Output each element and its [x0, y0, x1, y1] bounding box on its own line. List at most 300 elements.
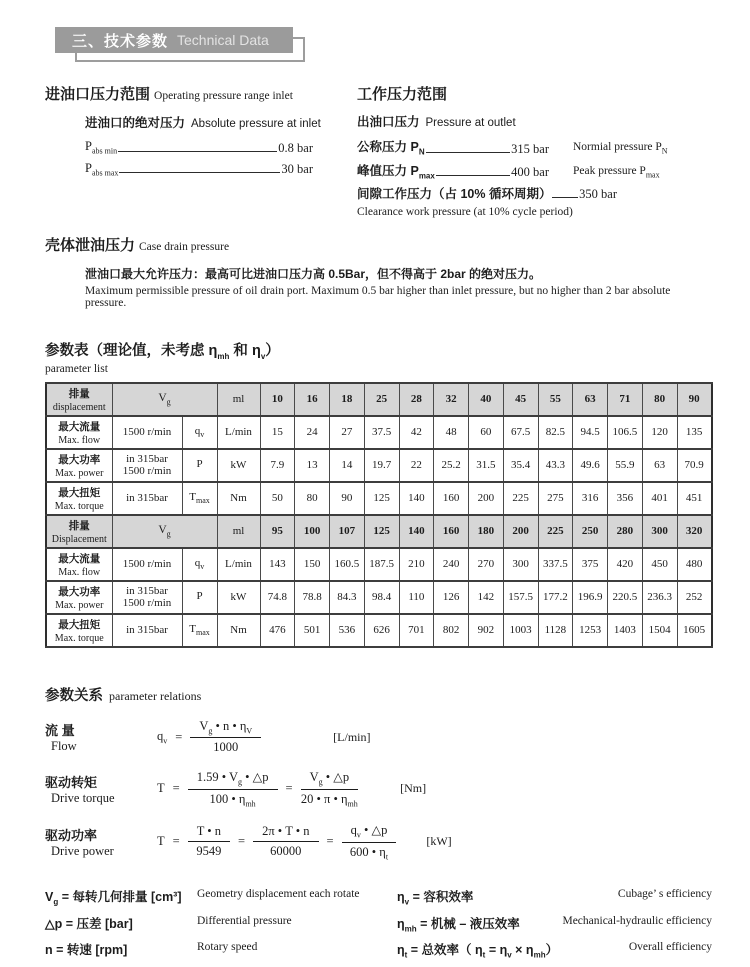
- parameter-table-subtitle: parameter list: [45, 362, 108, 375]
- subscript: g: [53, 897, 59, 907]
- parameter-value: 80: [295, 482, 330, 515]
- parameter-value: 50: [260, 482, 295, 515]
- parameter-value: 1003: [503, 614, 538, 647]
- displacement-size-value: 40: [469, 383, 504, 416]
- parameter-value: 240: [434, 548, 469, 581]
- condition-line1: 1500 r/min: [122, 426, 172, 439]
- subscript: g: [318, 777, 323, 787]
- legend-left-column: [45, 887, 397, 967]
- inlet-subtitle: [85, 113, 357, 131]
- subscript: mh: [404, 924, 417, 934]
- row-label-zh: 最大扭矩: [58, 618, 101, 631]
- symbol-cell: [182, 581, 217, 614]
- parameter-data-row: [46, 548, 712, 581]
- displacement-size-value: 10: [260, 383, 295, 416]
- parameter-value: 160: [434, 482, 469, 515]
- displacement-size-value: 63: [573, 383, 608, 416]
- condition-cell: [112, 416, 182, 449]
- leader-line: [118, 151, 277, 152]
- inlet-pressure-section: [45, 83, 357, 218]
- subscript: abs max: [91, 168, 119, 177]
- parameter-value: 126: [434, 581, 469, 614]
- vg-symbol-cell: [112, 515, 217, 548]
- parameter-value: 1403: [608, 614, 643, 647]
- leader-line: [552, 197, 578, 198]
- subscript: g: [166, 529, 171, 539]
- power-label-zh: 驱动功率: [45, 827, 98, 843]
- displacement-label-en: Displacement: [51, 533, 107, 545]
- outlet-subtitle-en: Pressure at outlet: [425, 117, 516, 129]
- relations-title: [45, 684, 712, 705]
- subscript: v: [260, 351, 266, 361]
- subscript: v: [356, 830, 361, 840]
- unit-cell: kW: [217, 449, 260, 482]
- displacement-size-value: 45: [503, 383, 538, 416]
- displacement-header-cell: [46, 515, 112, 548]
- condition-line1: in 315bar: [126, 492, 168, 505]
- parameter-value: 337.5: [538, 548, 573, 581]
- parameter-value: 27: [330, 416, 365, 449]
- parameter-value: 140: [399, 482, 434, 515]
- flow-fraction: $\frac{V_g • n • \eta_V}{1000}$: [190, 719, 261, 756]
- displacement-size-value: 280: [608, 515, 643, 548]
- subscript: abs min: [91, 146, 118, 156]
- subscript: t: [404, 950, 408, 960]
- parameter-value: 701: [399, 614, 434, 647]
- row-label-cell: [46, 581, 112, 614]
- legend-vg-def: $V_g$ = 每转几何排量 [cm³]: [45, 890, 182, 907]
- parameter-value: 1128: [538, 614, 573, 647]
- p-abs-min-symbol: $P_{abs min}$: [85, 139, 118, 156]
- nominal-pressure-en: Normial pressure $P_N$: [573, 141, 668, 156]
- legend-vg-row: [45, 887, 397, 907]
- parameter-value: 451: [677, 482, 712, 515]
- subscript: g: [166, 397, 171, 407]
- parameter-value: 196.9: [573, 581, 608, 614]
- legend-etamh-en: Mechanical-hydraulic efficiency: [562, 914, 712, 927]
- parameter-value: 480: [677, 548, 712, 581]
- subscript: v: [163, 736, 168, 746]
- case-drain-body-zh: 泄油口最大允许压力：最高可比进油口压力高 0.5Bar，但不得高于 2bar 的绝对压力。: [85, 267, 542, 281]
- parameter-value: 120: [642, 416, 677, 449]
- case-drain-body-en: Maximum permissible pressure of oil drain port. Maximum 0.5 bar higher than inlet pressure, but no higher than 2 bar absolute pressure.: [85, 285, 671, 309]
- condition-cell: [112, 581, 182, 614]
- parameter-value: 300: [503, 548, 538, 581]
- parameter-value: 43.3: [538, 449, 573, 482]
- parameter-value: 25.2: [434, 449, 469, 482]
- legend-etav-en: Cubage’ s efficiency: [617, 888, 712, 901]
- inlet-title-zh: 进油口压力范围: [45, 86, 151, 103]
- power-lhs: T: [157, 834, 165, 849]
- parameter-value: 48: [434, 416, 469, 449]
- legend-etat-row: [397, 940, 712, 960]
- parameter-value: 375: [573, 548, 608, 581]
- displacement-size-value: 225: [538, 515, 573, 548]
- parameter-value: 22: [399, 449, 434, 482]
- working-section-title: 工作压力范围: [357, 86, 448, 103]
- flow-unit: [L/min]: [333, 729, 371, 744]
- parameter-table-title: 参数表（理论值，未考虑 $\eta_{mh}$ 和 $\eta_v$）: [45, 343, 280, 361]
- parameter-value: 356: [608, 482, 643, 515]
- abs-min-row: [85, 139, 313, 156]
- power-fraction-2: $\frac{2\pi • T • n}{60000}$: [253, 824, 318, 859]
- parameter-value: 142: [469, 581, 504, 614]
- parameter-value: 1253: [573, 614, 608, 647]
- parameter-value: 82.5: [538, 416, 573, 449]
- row-label-cell: [46, 614, 112, 647]
- displacement-size-value: 32: [434, 383, 469, 416]
- clearance-pressure-en: Clearance work pressure (at 10% cycle period): [357, 206, 573, 218]
- symbol: q: [194, 557, 201, 570]
- power-formula: [157, 822, 452, 861]
- parameter-value: 84.3: [330, 581, 365, 614]
- equals-sign: =: [285, 781, 293, 796]
- legend-dp-def: △p = 压差 [bar]: [45, 916, 133, 931]
- legend-n-def: n = 转速 [rpm]: [45, 943, 128, 958]
- displacement-header-cell: [46, 383, 112, 416]
- parameter-value: 150: [295, 548, 330, 581]
- displacement-size-value: 160: [434, 515, 469, 548]
- equals-sign: =: [172, 834, 180, 849]
- symbol-cell: [182, 482, 217, 515]
- row-label-zh: 最大功率: [58, 585, 101, 598]
- row-label-en: Max. power: [55, 467, 104, 479]
- parameter-value: 177.2: [538, 581, 573, 614]
- parameter-value: 125: [364, 482, 399, 515]
- datasheet-page: [0, 27, 750, 960]
- row-label-cell: [46, 548, 112, 581]
- parameter-table-body: [46, 383, 712, 647]
- legend-dp-row: [45, 914, 397, 934]
- parameter-value: 225: [503, 482, 538, 515]
- peak-pressure-row: [357, 161, 712, 181]
- subscript: t: [482, 950, 486, 960]
- clearance-pressure-row: [357, 184, 712, 202]
- parameter-value: 1605: [677, 614, 712, 647]
- parameter-value: 220.5: [608, 581, 643, 614]
- p-abs-min-value: 0.8 bar: [278, 140, 313, 155]
- leader-line: [119, 172, 280, 173]
- peak-pressure-value: 400 bar: [511, 165, 549, 179]
- clearance-pressure-label: 间隙工作压力（占 10% 循环周期）: [357, 187, 552, 201]
- parameter-value: 187.5: [364, 548, 399, 581]
- parameter-value: 626: [364, 614, 399, 647]
- legend-etav-row: [397, 887, 712, 907]
- symbol-cell: [182, 548, 217, 581]
- legend-etav-def: $\eta_v$ = 容积效率: [397, 890, 474, 907]
- clearance-pressure-value: 350 bar: [579, 187, 617, 201]
- unit-cell: Nm: [217, 614, 260, 647]
- row-label-en: Max. flow: [58, 434, 101, 446]
- subscript: g: [238, 777, 243, 787]
- legend-n-row: [45, 940, 397, 960]
- nominal-pressure-value: 315 bar: [511, 141, 549, 156]
- parameter-value: 902: [469, 614, 504, 647]
- row-label-cell: [46, 482, 112, 515]
- subscript: v: [200, 430, 205, 440]
- flow-label-zh: 流 量: [45, 723, 75, 739]
- parameter-value: 106.5: [608, 416, 643, 449]
- equals-sign: =: [238, 834, 246, 849]
- parameter-value: 13: [295, 449, 330, 482]
- vg-symbol-cell: [112, 383, 217, 416]
- row-label-en: Max. flow: [58, 566, 101, 578]
- banner-title-box: [55, 27, 293, 53]
- equals-sign: =: [175, 729, 183, 744]
- symbol-cell: [182, 614, 217, 647]
- unit-cell: Nm: [217, 482, 260, 515]
- parameter-value: 501: [295, 614, 330, 647]
- symbol-cell: [182, 449, 217, 482]
- condition-cell: [112, 614, 182, 647]
- torque-formula: [157, 769, 426, 808]
- subscript: mh: [217, 351, 230, 361]
- condition-line1: in 315bar: [126, 624, 168, 637]
- parameter-value: 160.5: [330, 548, 365, 581]
- parameter-value: 74.8: [260, 581, 295, 614]
- inlet-subtitle-en: Absolute pressure at inlet: [191, 118, 321, 130]
- parameter-value: 55.9: [608, 449, 643, 482]
- parameter-value: 67.5: [503, 416, 538, 449]
- displacement-size-value: 18: [330, 383, 365, 416]
- displacement-label-en: displacement: [52, 401, 106, 413]
- working-pressure-section: [357, 83, 712, 218]
- legend-right-column: [397, 887, 712, 967]
- condition-cell: [112, 482, 182, 515]
- case-drain-title-en: Case drain pressure: [139, 241, 230, 253]
- relations-title-zh: 参数关系: [45, 687, 103, 704]
- displacement-header-row: [46, 515, 712, 548]
- legend-n-en: Rotary speed: [197, 941, 258, 954]
- row-label-en: Max. power: [55, 599, 104, 611]
- parameter-value: 316: [573, 482, 608, 515]
- symbol-cell: [182, 416, 217, 449]
- flow-formula-row: [45, 719, 712, 756]
- case-drain-title: [45, 234, 712, 255]
- legend-dp-en: Differential pressure: [197, 914, 292, 927]
- subscript: v: [200, 562, 205, 572]
- parameter-value: 49.6: [573, 449, 608, 482]
- symbol: P: [196, 458, 203, 471]
- parameter-value: 210: [399, 548, 434, 581]
- parameter-value: 200: [469, 482, 504, 515]
- symbol: T: [189, 623, 196, 636]
- subscript: mh: [347, 799, 358, 809]
- displacement-size-value: 55: [538, 383, 573, 416]
- subscript: mh: [533, 950, 546, 960]
- parameter-value: 15: [260, 416, 295, 449]
- row-label-zh: 最大扭矩: [58, 486, 101, 499]
- displacement-size-value: 16: [295, 383, 330, 416]
- legend-vg-en: Geometry displacement each rotate: [197, 888, 360, 901]
- symbol: q: [194, 425, 201, 438]
- parameter-data-row: [46, 449, 712, 482]
- displacement-size-value: 100: [295, 515, 330, 548]
- nominal-pressure-row: [357, 137, 712, 157]
- peak-pressure-en: Peak pressure $P_{max}$: [573, 164, 660, 179]
- row-label-zh: 最大流量: [58, 552, 101, 565]
- vg-symbol: V: [158, 524, 167, 537]
- subscript: v: [404, 897, 410, 907]
- subscript: max: [418, 171, 435, 180]
- parameter-value: 275: [538, 482, 573, 515]
- section-banner: [55, 27, 293, 53]
- subscript: t: [385, 852, 389, 862]
- condition-line1: in 315bar: [126, 453, 168, 466]
- symbol-legend: [45, 887, 712, 967]
- torque-label: [45, 772, 157, 806]
- parameter-data-row: [46, 482, 712, 515]
- parameter-value: 420: [608, 548, 643, 581]
- parameter-value: 70.9: [677, 449, 712, 482]
- case-drain-section: [45, 234, 712, 309]
- parameter-value: 270: [469, 548, 504, 581]
- peak-pressure-label: 峰值压力 $P_{max}$: [357, 163, 435, 180]
- row-label-zh: 最大流量: [58, 420, 101, 433]
- parameter-value: 236.3: [642, 581, 677, 614]
- parameter-table: [45, 382, 713, 648]
- power-fraction-1: $\frac{T • n}{9549}$: [188, 824, 230, 859]
- subscript: max: [195, 628, 210, 638]
- parameter-value: 135: [677, 416, 712, 449]
- power-unit: [kW]: [426, 834, 452, 849]
- power-fraction-3: $\frac{q_v • \triangle p}{600 • \eta_t}$: [342, 822, 397, 861]
- displacement-size-value: 90: [677, 383, 712, 416]
- outlet-subtitle-zh: 出油口压力: [357, 115, 420, 129]
- subscript: N: [661, 146, 668, 156]
- displacement-label-zh: 排量: [68, 387, 90, 400]
- row-label-zh: 最大功率: [58, 453, 101, 466]
- parameter-value: 450: [642, 548, 677, 581]
- condition-line1: in 315bar: [126, 585, 168, 598]
- parameter-value: 1504: [642, 614, 677, 647]
- displacement-size-value: 28: [399, 383, 434, 416]
- subscript: V: [246, 726, 253, 736]
- displacement-size-value: 95: [260, 515, 295, 548]
- leader-line: [436, 175, 510, 176]
- case-drain-title-zh: 壳体泄油压力: [45, 237, 136, 254]
- relations-title-en: parameter relations: [109, 688, 202, 703]
- parameter-value: 90: [330, 482, 365, 515]
- flow-lhs: $q_v$: [157, 728, 168, 746]
- displacement-size-value: 180: [469, 515, 504, 548]
- parameter-data-row: [46, 614, 712, 647]
- pressure-sections: [45, 83, 712, 218]
- inlet-title-en: Operating pressure range inlet: [154, 90, 293, 102]
- parameter-value: 110: [399, 581, 434, 614]
- symbol: P: [196, 590, 203, 603]
- parameter-value: 476: [260, 614, 295, 647]
- displacement-size-value: 320: [677, 515, 712, 548]
- parameter-data-row: [46, 581, 712, 614]
- subscript: max: [195, 496, 210, 506]
- case-drain-body: [85, 265, 712, 309]
- parameter-value: 63: [642, 449, 677, 482]
- leader-line: [426, 152, 511, 153]
- displacement-size-value: 125: [364, 515, 399, 548]
- inlet-section-title: [45, 83, 357, 104]
- symbol: T: [189, 491, 196, 504]
- torque-label-en: Drive torque: [51, 790, 115, 805]
- abs-max-row: [85, 161, 313, 178]
- unit-cell: L/min: [217, 548, 260, 581]
- subscript: mh: [245, 799, 256, 809]
- torque-lhs: T: [157, 781, 165, 796]
- subscript: max: [645, 170, 660, 179]
- parameter-value: 802: [434, 614, 469, 647]
- p-abs-max-symbol: $P_{abs max}$: [85, 160, 119, 177]
- parameter-data-row: [46, 416, 712, 449]
- condition-cell: [112, 548, 182, 581]
- displacement-size-value: 80: [642, 383, 677, 416]
- torque-unit: [Nm]: [400, 781, 427, 796]
- displacement-label-zh: 排量: [68, 519, 90, 532]
- parameter-value: 536: [330, 614, 365, 647]
- unit-cell: L/min: [217, 416, 260, 449]
- parameter-value: 98.4: [364, 581, 399, 614]
- vg-symbol: V: [158, 392, 167, 405]
- parameter-value: 78.8: [295, 581, 330, 614]
- torque-fraction-2: $\frac{V_g • \triangle p}{20 • \pi • \eta_{mh}}$: [300, 770, 358, 809]
- displacement-size-value: 250: [573, 515, 608, 548]
- power-formula-row: [45, 822, 712, 861]
- flow-label: [45, 720, 157, 754]
- parameter-value: 35.4: [503, 449, 538, 482]
- parameter-value: 7.9: [260, 449, 295, 482]
- displacement-size-value: 200: [503, 515, 538, 548]
- parameter-value: 37.5: [364, 416, 399, 449]
- legend-etamh-def: $\eta_{mh}$ = 机械 – 液压效率: [397, 916, 520, 934]
- displacement-header-row: [46, 383, 712, 416]
- displacement-size-value: 107: [330, 515, 365, 548]
- parameter-value: 252: [677, 581, 712, 614]
- equals-sign: =: [326, 834, 334, 849]
- condition-line1: 1500 r/min: [122, 558, 172, 571]
- outlet-subtitle: [357, 112, 712, 130]
- nominal-pressure-label: 公称压力 $P_N$: [357, 140, 425, 157]
- displacement-size-value: 71: [608, 383, 643, 416]
- unit-cell: ml: [217, 515, 260, 548]
- subscript: g: [208, 726, 213, 736]
- legend-etamh-row: [397, 914, 712, 934]
- power-label-en: Drive power: [51, 843, 114, 858]
- parameter-value: 14: [330, 449, 365, 482]
- displacement-size-value: 140: [399, 515, 434, 548]
- parameter-value: 19.7: [364, 449, 399, 482]
- parameter-value: 42: [399, 416, 434, 449]
- row-label-en: Max. torque: [54, 632, 104, 644]
- flow-label-en: Flow: [51, 739, 77, 754]
- displacement-size-value: 300: [642, 515, 677, 548]
- parameter-value: 24: [295, 416, 330, 449]
- unit-cell: ml: [217, 383, 260, 416]
- p-abs-max-value: 30 bar: [281, 162, 313, 176]
- condition-line2: 1500 r/min: [122, 597, 172, 610]
- subscript: N: [418, 147, 425, 157]
- torque-fraction-1: $\frac{1.59 • V_g • \triangle p}{100 • \eta_{mh}}$: [188, 769, 278, 808]
- torque-formula-row: [45, 769, 712, 808]
- condition-line2: 1500 r/min: [122, 465, 172, 478]
- parameter-value: 31.5: [469, 449, 504, 482]
- parameter-value: 143: [260, 548, 295, 581]
- subscript: v: [507, 950, 512, 960]
- parameter-value: 157.5: [503, 581, 538, 614]
- inlet-subtitle-zh: 进油口的绝对压力: [85, 116, 186, 130]
- condition-cell: [112, 449, 182, 482]
- parameter-value: 94.5: [573, 416, 608, 449]
- parameter-value: 60: [469, 416, 504, 449]
- flow-formula: [157, 719, 371, 756]
